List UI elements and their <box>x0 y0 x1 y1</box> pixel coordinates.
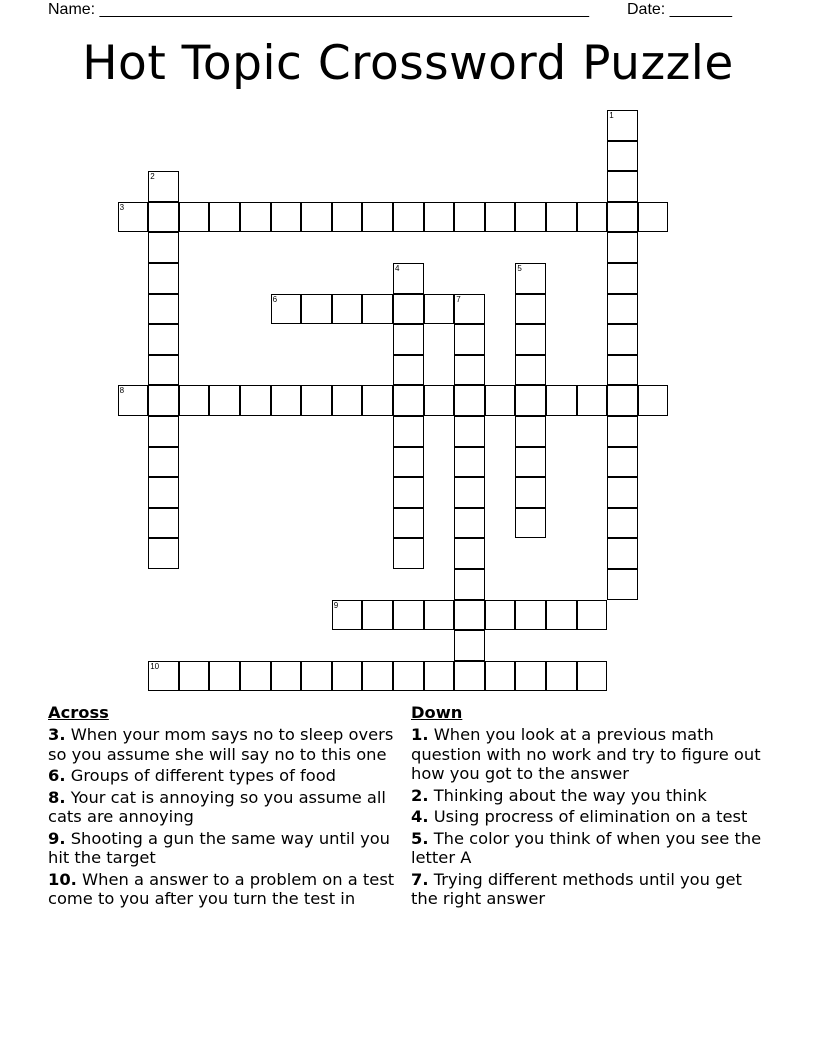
grid-cell[interactable] <box>148 232 179 263</box>
clue-text: Shooting a gun the same way until you hit the target <box>48 828 390 867</box>
grid-cell[interactable] <box>454 569 485 600</box>
clue-down-4 <box>411 807 771 827</box>
grid-cell[interactable] <box>515 263 546 294</box>
grid-cell[interactable] <box>607 447 638 478</box>
grid-cell[interactable] <box>485 202 516 233</box>
grid-cell[interactable] <box>362 661 393 692</box>
grid-cell[interactable] <box>148 263 179 294</box>
grid-cell[interactable] <box>454 416 485 447</box>
grid-cell[interactable] <box>240 385 271 416</box>
grid-cell[interactable] <box>271 294 302 325</box>
clue-text: Using procress of elimination on a test <box>433 807 748 826</box>
grid-cell[interactable] <box>454 202 485 233</box>
grid-cell[interactable] <box>454 355 485 386</box>
clue-text: The color you think of when you see the letter A <box>411 828 762 867</box>
cell-number: 4 <box>395 264 400 273</box>
grid-cell[interactable] <box>607 324 638 355</box>
clue-text: Groups of different types of food <box>70 766 337 785</box>
grid-cell[interactable] <box>607 416 638 447</box>
grid-cell[interactable] <box>393 294 424 325</box>
grid-cell[interactable] <box>148 447 179 478</box>
name-field[interactable]: Name: _______________________________________________________ <box>48 1 589 18</box>
cell-number: 8 <box>119 386 125 396</box>
grid-cell[interactable] <box>515 355 546 386</box>
grid-cell[interactable] <box>393 385 424 416</box>
grid-cell[interactable] <box>485 385 516 416</box>
grid-cell[interactable] <box>546 385 577 416</box>
grid-cell[interactable] <box>577 661 608 692</box>
down-clues <box>411 703 771 911</box>
grid-cell[interactable] <box>607 141 638 172</box>
grid-cell[interactable] <box>148 661 179 692</box>
grid-cell[interactable] <box>485 661 516 692</box>
grid-cell[interactable] <box>607 202 638 233</box>
grid-cell[interactable] <box>148 416 179 447</box>
grid-cell[interactable] <box>607 477 638 508</box>
grid-cell[interactable] <box>546 661 577 692</box>
grid-cell[interactable] <box>607 355 638 386</box>
grid-cell[interactable] <box>515 447 546 478</box>
clue-down-1 <box>411 725 771 784</box>
grid-cell[interactable] <box>393 324 424 355</box>
grid-cell[interactable] <box>515 416 546 447</box>
grid-cell[interactable] <box>515 202 546 233</box>
clue-across-6 <box>48 766 408 786</box>
grid-cell[interactable] <box>424 202 455 233</box>
grid-cell[interactable] <box>240 202 271 233</box>
grid-cell[interactable] <box>454 477 485 508</box>
clue-text: When you look at a previous math question with no work and try to figure out how you got to the answer <box>411 725 761 783</box>
clue-down-2 <box>411 786 771 806</box>
grid-cell[interactable] <box>424 294 455 325</box>
grid-cell[interactable] <box>179 661 210 692</box>
grid-cell[interactable] <box>638 385 669 416</box>
clue-number: 7. <box>411 869 429 889</box>
date-field[interactable]: Date: _______ <box>627 1 732 18</box>
grid-cell[interactable] <box>607 569 638 600</box>
clue-text: Trying different methods until you get the right answer <box>411 869 742 908</box>
cell-number: 2 <box>150 172 155 182</box>
grid-cell[interactable] <box>607 385 638 416</box>
grid-cell[interactable] <box>301 202 332 233</box>
grid-cell[interactable] <box>607 538 638 569</box>
grid-cell[interactable] <box>362 385 393 416</box>
grid-cell[interactable] <box>515 600 546 631</box>
grid-cell[interactable] <box>393 447 424 478</box>
grid-cell[interactable] <box>393 600 424 631</box>
grid-cell[interactable] <box>424 600 455 631</box>
clue-number: 3. <box>48 725 66 744</box>
grid-cell[interactable] <box>454 324 485 355</box>
grid-cell[interactable] <box>515 324 546 355</box>
grid-cell[interactable] <box>148 294 179 325</box>
grid-cell[interactable] <box>515 508 546 539</box>
grid-cell[interactable] <box>240 661 271 692</box>
grid-cell[interactable] <box>393 477 424 508</box>
clue-text: Thinking about the way you think <box>433 785 707 805</box>
grid-cell[interactable] <box>271 202 302 233</box>
clue-down-5 <box>411 829 771 868</box>
clue-number: 2. <box>411 785 429 805</box>
grid-cell[interactable] <box>454 661 485 692</box>
grid-cell[interactable] <box>393 416 424 447</box>
clue-number: 1. <box>411 725 429 744</box>
grid-cell[interactable] <box>546 600 577 631</box>
grid-cell[interactable] <box>454 600 485 631</box>
clue-text: When your mom says no to sleep overs so you assume she will say no to this one <box>48 725 394 764</box>
grid-cell[interactable] <box>515 661 546 692</box>
grid-cell[interactable] <box>393 508 424 539</box>
clue-number: 9. <box>48 828 66 848</box>
grid-cell[interactable] <box>271 661 302 692</box>
grid-cell[interactable] <box>454 508 485 539</box>
grid-cell[interactable] <box>332 385 363 416</box>
grid-cell[interactable] <box>607 508 638 539</box>
grid-cell[interactable] <box>209 202 240 233</box>
grid-cell[interactable] <box>454 538 485 569</box>
clue-number: 4. <box>411 807 429 826</box>
grid-cell[interactable] <box>362 294 393 325</box>
grid-cell[interactable] <box>362 600 393 631</box>
cell-number: 6 <box>272 294 278 304</box>
clue-number: 5. <box>411 828 429 848</box>
grid-cell[interactable] <box>454 385 485 416</box>
grid-cell[interactable] <box>301 661 332 692</box>
down-heading: Down <box>411 703 463 722</box>
clue-down-7 <box>411 870 771 909</box>
cell-number: 7 <box>456 294 461 304</box>
grid-cell[interactable] <box>638 202 669 233</box>
grid-cell[interactable] <box>179 202 210 233</box>
clue-across-3 <box>48 725 408 764</box>
cell-number: 1 <box>609 111 614 120</box>
grid-cell[interactable] <box>209 385 240 416</box>
grid-cell[interactable] <box>577 600 608 631</box>
grid-cell[interactable] <box>393 661 424 692</box>
grid-cell[interactable] <box>515 385 546 416</box>
clue-number: 8. <box>48 787 66 807</box>
grid-cell[interactable] <box>148 355 179 386</box>
grid-cell[interactable] <box>577 385 608 416</box>
cell-number: 5 <box>517 264 522 273</box>
clue-number: 10. <box>48 869 77 889</box>
grid-cell[interactable] <box>301 294 332 325</box>
page-title: Hot Topic Crossword Puzzle <box>82 36 734 91</box>
clue-across-9 <box>48 829 408 868</box>
grid-cell[interactable] <box>607 263 638 294</box>
grid-cell[interactable] <box>148 477 179 508</box>
grid-cell[interactable] <box>485 600 516 631</box>
clue-text: When a answer to a problem on a test come to you after you turn the test in <box>48 869 395 908</box>
grid-cell[interactable] <box>393 263 424 294</box>
grid-cell[interactable] <box>271 385 302 416</box>
clue-number: 6. <box>48 766 66 785</box>
grid-cell[interactable] <box>546 202 577 233</box>
grid-cell[interactable] <box>118 202 149 233</box>
grid-cell[interactable] <box>148 171 179 202</box>
grid-cell[interactable] <box>118 385 149 416</box>
grid-cell[interactable] <box>209 661 240 692</box>
grid-cell[interactable] <box>454 294 485 325</box>
grid-cell[interactable] <box>148 385 179 416</box>
grid-cell[interactable] <box>301 385 332 416</box>
grid-cell[interactable] <box>607 232 638 263</box>
grid-cell[interactable] <box>332 294 363 325</box>
grid-cell[interactable] <box>607 171 638 202</box>
grid-cell[interactable] <box>515 477 546 508</box>
grid-cell[interactable] <box>148 202 179 233</box>
grid-cell[interactable] <box>515 294 546 325</box>
across-heading: Across <box>48 703 109 722</box>
grid-cell[interactable] <box>332 600 363 631</box>
grid-cell[interactable] <box>424 661 455 692</box>
grid-cell[interactable] <box>607 110 638 141</box>
cell-number: 9 <box>333 600 339 610</box>
grid-cell[interactable] <box>148 508 179 539</box>
grid-cell[interactable] <box>362 202 393 233</box>
grid-cell[interactable] <box>607 294 638 325</box>
grid-cell[interactable] <box>393 538 424 569</box>
grid-cell[interactable] <box>577 202 608 233</box>
clue-across-8 <box>48 788 408 827</box>
clue-across-10 <box>48 870 408 909</box>
clue-text: Your cat is annoying so you assume all cats are annoying <box>48 787 386 826</box>
grid-cell[interactable] <box>454 630 485 661</box>
grid-cell[interactable] <box>179 385 210 416</box>
cell-number: 10 <box>150 661 160 671</box>
grid-cell[interactable] <box>454 447 485 478</box>
grid-cell[interactable] <box>332 661 363 692</box>
cell-number: 3 <box>119 202 125 212</box>
grid-cell[interactable] <box>148 538 179 569</box>
grid-cell[interactable] <box>393 202 424 233</box>
grid-cell[interactable] <box>393 355 424 386</box>
across-clues <box>48 703 408 911</box>
grid-cell[interactable] <box>148 324 179 355</box>
grid-cell[interactable] <box>424 385 455 416</box>
grid-cell[interactable] <box>332 202 363 233</box>
